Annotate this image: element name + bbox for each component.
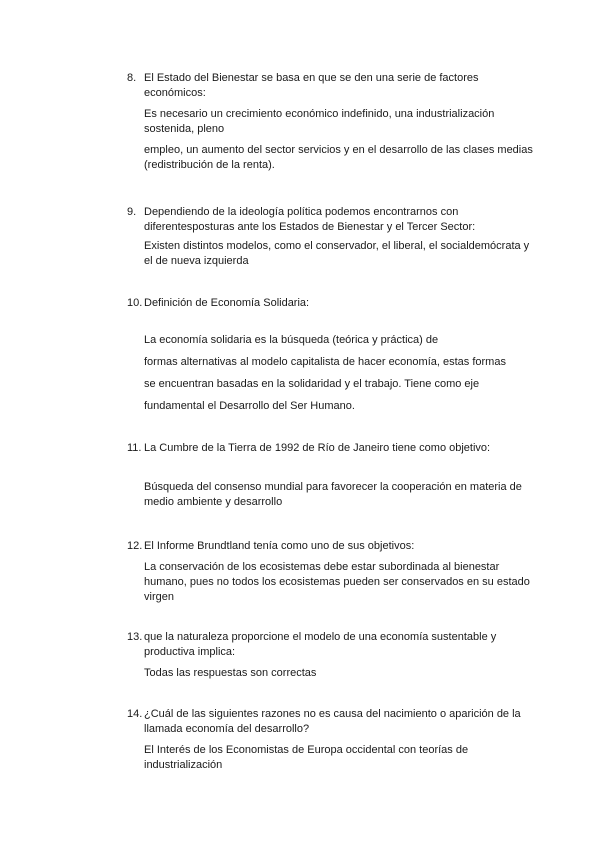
question-label: ¿Cuál de las siguientes razones no es causa del nacimiento o aparición de la llamada economía del desarrollo? <box>144 708 521 735</box>
question-text <box>127 441 537 456</box>
question-text <box>127 296 537 311</box>
question-text <box>127 205 537 235</box>
question-text <box>127 539 537 554</box>
question-item-8 <box>127 71 537 173</box>
question-number: 14. <box>127 708 143 720</box>
question-label: Definición de Economía Solidaria: <box>144 297 310 309</box>
answer-line: Existen distintos modelos, como el conservador, el liberal, el socialdemócrata y el de nueva izquierda <box>144 240 530 267</box>
question-number: 11. <box>127 442 142 454</box>
question-label: El Estado del Bienestar se basa en que se den una serie de factores económicos: <box>144 72 479 99</box>
answer-line: La economía solidaria es la búsqueda (teórica y práctica) de <box>144 334 439 346</box>
question-item-9 <box>127 205 537 269</box>
question-label: El Informe Brundtland tenía como uno de sus objetivos: <box>144 540 415 552</box>
question-number: 13. <box>127 631 143 643</box>
answer-line: formas alternativas al modelo capitalista de hacer economía, estas formas <box>144 356 506 368</box>
question-item-11 <box>127 441 537 510</box>
question-label: Dependiendo de la ideología política podemos encontrarnos con diferentesposturas ante los Estados de Bienestar y el Tercer Sector: <box>144 206 476 233</box>
question-number: 12. <box>127 540 143 552</box>
question-number: 8. <box>127 72 137 84</box>
answer-line: fundamental el Desarrollo del Ser Humano. <box>144 400 355 412</box>
answer-line: empleo, un aumento del sector servicios y en el desarrollo de las clases medias (redistribución de la renta). <box>144 144 533 171</box>
question-text <box>127 71 537 101</box>
question-number: 10. <box>127 297 143 309</box>
answer-line: El Interés de los Economistas de Europa occidental con teorías de industrialización <box>144 744 469 771</box>
question-text <box>127 707 537 737</box>
question-item-13 <box>127 630 537 681</box>
question-item-10 <box>127 296 537 414</box>
question-item-14 <box>127 707 537 773</box>
answer-line: Búsqueda del consenso mundial para favorecer la cooperación en materia de medio ambiente y desarrollo <box>144 481 522 508</box>
question-item-12 <box>127 539 537 605</box>
question-label: que la naturaleza proporcione el modelo de una economía sustentable y productiva implica: <box>144 631 497 658</box>
answer-line: Es necesario un crecimiento económico indefinido, una industrialización sostenida, pleno <box>144 108 495 135</box>
answer-line: La conservación de los ecosistemas debe estar subordinada al bienestar humano, pues no todos los ecosistemas pueden ser conservados en su estado virgen <box>144 561 530 603</box>
answer-line: Todas las respuestas son correctas <box>144 667 317 679</box>
question-label: La Cumbre de la Tierra de 1992 de Río de Janeiro tiene como objetivo: <box>144 442 491 454</box>
question-text <box>127 630 537 660</box>
answer-line: se encuentran basadas en la solidaridad y el trabajo. Tiene como eje <box>144 378 480 390</box>
question-number: 9. <box>127 206 137 218</box>
